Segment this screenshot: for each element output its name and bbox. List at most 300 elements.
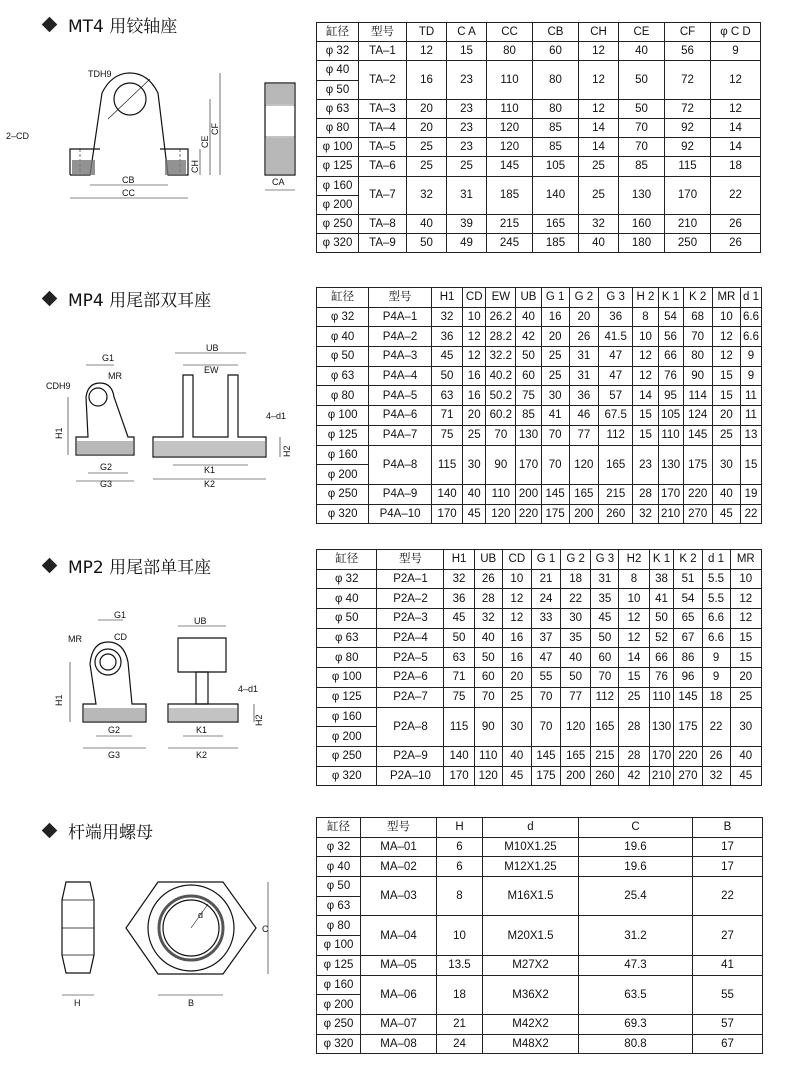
value-cell: 60.2	[486, 406, 516, 426]
value-cell: 25	[447, 157, 487, 176]
value-cell: 8	[633, 307, 658, 327]
value-cell: 9	[702, 668, 730, 688]
value-cell: 19.6	[579, 857, 693, 877]
value-cell: 16	[463, 386, 486, 406]
value-cell: 210	[665, 214, 711, 233]
label-h1: H1	[54, 427, 64, 439]
value-cell: 80.8	[579, 1034, 693, 1054]
value-cell: 40	[561, 648, 591, 668]
value-cell: 71	[431, 406, 462, 426]
value-cell: 71	[444, 668, 474, 688]
value-cell: 10	[730, 569, 761, 589]
value-cell: 130	[619, 176, 665, 214]
column-header: UB	[516, 288, 541, 308]
value-cell: 13	[741, 425, 762, 445]
value-cell: 40	[407, 214, 447, 233]
column-header: CC	[487, 23, 533, 42]
column-header: H 2	[633, 288, 658, 308]
diamond-bullet-icon	[42, 17, 58, 33]
value-cell: 12	[711, 99, 761, 118]
label-ca: CA	[272, 177, 285, 187]
value-cell: M27X2	[483, 955, 579, 975]
value-cell: 16	[502, 628, 531, 648]
bore-cell: φ 160	[317, 445, 369, 465]
value-cell: 175	[531, 766, 560, 786]
bore-cell: φ 250	[317, 214, 359, 233]
column-header: G 2	[561, 550, 591, 570]
model-cell: P2A–6	[377, 668, 444, 688]
value-cell: 70	[619, 138, 665, 157]
label-ew: EW	[204, 365, 219, 375]
value-cell: 25.4	[579, 877, 693, 916]
table-row	[317, 138, 761, 157]
value-cell: 210	[649, 766, 674, 786]
model-cell: MA–07	[361, 1014, 437, 1034]
value-cell: 90	[474, 707, 502, 746]
table-row	[317, 234, 761, 253]
bore-cell: φ 50	[317, 609, 377, 629]
model-cell: P2A–3	[377, 609, 444, 629]
bore-cell: φ 63	[317, 99, 359, 118]
value-cell: 145	[487, 157, 533, 176]
column-header: EW	[486, 288, 516, 308]
value-cell: 270	[674, 766, 702, 786]
label-ch: CH	[190, 160, 200, 173]
label-k2: K2	[196, 750, 208, 760]
bore-cell: φ 80	[317, 648, 377, 668]
model-cell: P2A–7	[377, 687, 444, 707]
label-c: C	[262, 924, 269, 934]
model-cell: P2A–9	[377, 746, 444, 766]
model-cell: MA–05	[361, 955, 437, 975]
value-cell: 20	[730, 668, 761, 688]
column-header: CE	[619, 23, 665, 42]
value-cell: 41	[693, 955, 763, 975]
value-cell: 185	[487, 176, 533, 214]
column-header: C A	[447, 23, 487, 42]
bore-cell: φ 80	[317, 916, 361, 936]
column-header: H1	[444, 550, 474, 570]
value-cell: 40.2	[486, 366, 516, 386]
value-cell: 18	[437, 975, 483, 1014]
diamond-bullet-icon	[42, 291, 58, 307]
value-cell: 18	[711, 157, 761, 176]
value-cell: M20X1.5	[483, 916, 579, 955]
value-cell: 120	[474, 766, 502, 786]
value-cell: 32	[474, 609, 502, 629]
value-cell: 56	[658, 327, 683, 347]
model-cell: P4A–5	[369, 386, 432, 406]
bore-cell: φ 50	[317, 347, 369, 367]
value-cell: 60	[516, 366, 541, 386]
value-cell: 120	[487, 138, 533, 157]
value-cell: 11	[741, 406, 762, 426]
bore-cell: φ 100	[317, 668, 377, 688]
value-cell: 120	[569, 445, 598, 484]
value-cell: 35	[561, 628, 591, 648]
value-cell: 26.2	[486, 307, 516, 327]
value-cell: 85	[619, 157, 665, 176]
value-cell: 63	[431, 386, 462, 406]
value-cell: 85	[516, 406, 541, 426]
value-cell: 50	[516, 347, 541, 367]
label-tdh: TDH9	[88, 69, 112, 79]
value-cell: 65	[674, 609, 702, 629]
model-cell: MA–04	[361, 916, 437, 955]
value-cell: 55	[531, 668, 560, 688]
value-cell: 12	[711, 61, 761, 99]
value-cell: 12	[579, 99, 619, 118]
bore-cell: φ 32	[317, 569, 377, 589]
spec-table-nut	[316, 817, 763, 1054]
value-cell: 35	[591, 589, 619, 609]
value-cell: 8	[437, 877, 483, 916]
bore-cell: φ 40	[317, 589, 377, 609]
value-cell: 250	[665, 234, 711, 253]
value-cell: 67.5	[598, 406, 632, 426]
model-cell: P4A–1	[369, 307, 432, 327]
value-cell: 63.5	[579, 975, 693, 1014]
column-header: d	[483, 818, 579, 838]
value-cell: 26	[569, 327, 598, 347]
value-cell: 13.5	[437, 955, 483, 975]
value-cell: 54	[674, 589, 702, 609]
value-cell: 25	[712, 425, 740, 445]
value-cell: 19.6	[579, 837, 693, 857]
mt4-bracket-drawing	[6, 65, 300, 210]
column-header: G 1	[541, 288, 569, 308]
bore-cell: φ 125	[317, 425, 369, 445]
column-header: CB	[533, 23, 579, 42]
value-cell: 50	[561, 668, 591, 688]
bore-cell: φ 100	[317, 138, 359, 157]
value-cell: 110	[487, 99, 533, 118]
value-cell: 56	[665, 42, 711, 61]
value-cell: 220	[516, 504, 541, 524]
column-header: d 1	[702, 550, 730, 570]
value-cell: 52	[649, 628, 674, 648]
value-cell: 110	[658, 425, 683, 445]
value-cell: 22	[711, 176, 761, 214]
value-cell: 70	[531, 707, 560, 746]
bore-cell: φ 200	[317, 465, 369, 485]
value-cell: 47	[598, 366, 632, 386]
value-cell: 23	[447, 61, 487, 99]
value-cell: 25	[579, 176, 619, 214]
value-cell: 37	[531, 628, 560, 648]
value-cell: 92	[665, 118, 711, 137]
value-cell: 8	[619, 569, 649, 589]
value-cell: 30	[730, 707, 761, 746]
model-cell: P4A–2	[369, 327, 432, 347]
value-cell: 175	[683, 445, 712, 484]
value-cell: 51	[674, 569, 702, 589]
value-cell: 21	[437, 1014, 483, 1034]
bore-cell: φ 160	[317, 176, 359, 195]
label-g3: G3	[100, 479, 113, 489]
value-cell: 26	[711, 214, 761, 233]
table-row	[317, 327, 762, 347]
table-row	[317, 214, 761, 233]
label-cd: 2–CD	[6, 131, 30, 141]
table-row	[317, 766, 762, 786]
value-cell: 66	[649, 648, 674, 668]
column-header: G 3	[598, 288, 632, 308]
value-cell: 12	[502, 609, 531, 629]
value-cell: 120	[561, 707, 591, 746]
value-cell: 50	[431, 366, 462, 386]
value-cell: 170	[665, 176, 711, 214]
value-cell: M12X1.25	[483, 857, 579, 877]
value-cell: 40	[516, 307, 541, 327]
value-cell: 47	[598, 347, 632, 367]
value-cell: 15	[712, 386, 740, 406]
value-cell: 185	[533, 234, 579, 253]
model-cell: P2A–8	[377, 707, 444, 746]
model-cell: P4A–6	[369, 406, 432, 426]
model-cell: P2A–1	[377, 569, 444, 589]
table-row	[317, 877, 763, 897]
model-cell: P4A–7	[369, 425, 432, 445]
bore-cell: φ 250	[317, 1014, 361, 1034]
spec-table-mp4	[316, 287, 762, 524]
value-cell: 20	[407, 118, 447, 137]
label-b: B	[188, 998, 195, 1008]
value-cell: 12	[502, 589, 531, 609]
value-cell: 12	[463, 327, 486, 347]
label-cf: CF	[210, 123, 220, 135]
value-cell: 75	[516, 386, 541, 406]
column-header: 型号	[377, 550, 444, 570]
table-row	[317, 589, 762, 609]
label-h2: H2	[282, 445, 292, 457]
value-cell: 25	[730, 687, 761, 707]
table-row	[317, 628, 762, 648]
value-cell: 170	[431, 504, 462, 524]
value-cell: 15	[619, 668, 649, 688]
value-cell: 75	[431, 425, 462, 445]
value-cell: 140	[444, 746, 474, 766]
value-cell: 30	[712, 445, 740, 484]
value-cell: 32	[407, 176, 447, 214]
value-cell: 39	[447, 214, 487, 233]
value-cell: 42	[619, 766, 649, 786]
value-cell: 175	[674, 707, 702, 746]
header-row	[317, 288, 762, 308]
value-cell: 12	[730, 589, 761, 609]
value-cell: 86	[674, 648, 702, 668]
value-cell: 6.6	[702, 609, 730, 629]
column-header: C	[579, 818, 693, 838]
value-cell: 20	[502, 668, 531, 688]
value-cell: 10	[633, 327, 658, 347]
value-cell: 24	[531, 589, 560, 609]
value-cell: 12	[633, 366, 658, 386]
value-cell: 25	[579, 157, 619, 176]
value-cell: 40	[502, 746, 531, 766]
label-mr: MR	[68, 634, 82, 644]
value-cell: M36X2	[483, 975, 579, 1014]
value-cell: 110	[649, 687, 674, 707]
value-cell: 25	[502, 687, 531, 707]
value-cell: 14	[711, 138, 761, 157]
value-cell: 50.2	[486, 386, 516, 406]
value-cell: M16X1.5	[483, 877, 579, 916]
column-header: CD	[463, 288, 486, 308]
value-cell: 165	[533, 214, 579, 233]
value-cell: 140	[431, 484, 462, 504]
table-row	[317, 504, 762, 524]
value-cell: 36	[598, 307, 632, 327]
value-cell: 21	[531, 569, 560, 589]
value-cell: 32	[633, 504, 658, 524]
model-cell: TA–5	[359, 138, 407, 157]
model-cell: TA–3	[359, 99, 407, 118]
bore-cell: φ 32	[317, 42, 359, 61]
value-cell: 115	[431, 445, 462, 484]
value-cell: 165	[591, 707, 619, 746]
value-cell: 85	[533, 118, 579, 137]
model-cell: TA–2	[359, 61, 407, 99]
label-cb: CB	[122, 175, 135, 185]
model-cell: P4A–9	[369, 484, 432, 504]
value-cell: 165	[569, 484, 598, 504]
table-row	[317, 484, 762, 504]
section-title-nut: 杆端用螺母	[44, 818, 153, 843]
value-cell: 14	[619, 648, 649, 668]
value-cell: 60	[474, 668, 502, 688]
value-cell: 14	[711, 118, 761, 137]
value-cell: M42X2	[483, 1014, 579, 1034]
table-row	[317, 176, 761, 195]
value-cell: 16	[463, 366, 486, 386]
table-row	[317, 61, 761, 80]
table-row	[317, 955, 763, 975]
label-d: d	[198, 910, 204, 920]
section-title-mp4: MP4 用尾部双耳座	[44, 286, 211, 311]
header-row	[317, 818, 763, 838]
column-header: CH	[579, 23, 619, 42]
value-cell: 22	[741, 504, 762, 524]
table-row	[317, 857, 763, 877]
value-cell: 6	[437, 857, 483, 877]
value-cell: 20	[541, 327, 569, 347]
value-cell: 31	[591, 569, 619, 589]
value-cell: 12	[619, 628, 649, 648]
value-cell: 45	[463, 504, 486, 524]
label-cc: CC	[122, 188, 135, 198]
value-cell: 77	[569, 425, 598, 445]
value-cell: 40	[619, 42, 665, 61]
bore-cell: φ 250	[317, 484, 369, 504]
value-cell: 22	[702, 707, 730, 746]
value-cell: 32	[444, 569, 474, 589]
value-cell: 32	[702, 766, 730, 786]
value-cell: 17	[693, 857, 763, 877]
column-header: φ C D	[711, 23, 761, 42]
value-cell: 12	[579, 61, 619, 99]
value-cell: 170	[658, 484, 683, 504]
label-g1: G1	[114, 610, 127, 620]
table-row	[317, 157, 761, 176]
value-cell: 270	[683, 504, 712, 524]
table-row	[317, 916, 763, 936]
bore-cell: φ 40	[317, 327, 369, 347]
value-cell: 26	[702, 746, 730, 766]
value-cell: 40	[730, 746, 761, 766]
bore-cell: φ 50	[317, 80, 359, 99]
value-cell: 6	[437, 837, 483, 857]
value-cell: 57	[598, 386, 632, 406]
value-cell: 76	[649, 668, 674, 688]
bore-cell: φ 320	[317, 1034, 361, 1054]
value-cell: 12	[579, 42, 619, 61]
value-cell: 5.5	[702, 589, 730, 609]
section-title-mt4: MT4 用铰轴座	[44, 12, 177, 37]
value-cell: 30	[541, 386, 569, 406]
column-header: MR	[712, 288, 740, 308]
value-cell: 25	[407, 157, 447, 176]
value-cell: 50	[619, 61, 665, 99]
column-header: G 3	[591, 550, 619, 570]
model-cell: P4A–10	[369, 504, 432, 524]
value-cell: 36	[444, 589, 474, 609]
table-row	[317, 609, 762, 629]
value-cell: 25	[541, 366, 569, 386]
bore-cell: φ 320	[317, 234, 359, 253]
value-cell: 165	[598, 445, 632, 484]
value-cell: 46	[569, 406, 598, 426]
value-cell: 15	[447, 42, 487, 61]
value-cell: 130	[649, 707, 674, 746]
table-row	[317, 648, 762, 668]
model-cell: TA–6	[359, 157, 407, 176]
value-cell: 28	[474, 589, 502, 609]
model-cell: TA–9	[359, 234, 407, 253]
model-cell: MA–01	[361, 837, 437, 857]
model-cell: P4A–4	[369, 366, 432, 386]
table-row	[317, 406, 762, 426]
label-mr: MR	[108, 371, 122, 381]
column-header: K 1	[649, 550, 674, 570]
table-row	[317, 347, 762, 367]
value-cell: 215	[591, 746, 619, 766]
value-cell: 260	[598, 504, 632, 524]
value-cell: 68	[683, 307, 712, 327]
value-cell: 32.2	[486, 347, 516, 367]
value-cell: 75	[444, 687, 474, 707]
table-row	[317, 746, 762, 766]
value-cell: 9	[741, 347, 762, 367]
value-cell: 25	[463, 425, 486, 445]
value-cell: 25	[407, 138, 447, 157]
value-cell: 145	[683, 425, 712, 445]
table-row	[317, 975, 763, 995]
value-cell: 22	[561, 589, 591, 609]
value-cell: 170	[444, 766, 474, 786]
label-ub: UB	[206, 343, 219, 353]
value-cell: 130	[658, 445, 683, 484]
value-cell: 24	[437, 1034, 483, 1054]
header-row	[317, 23, 761, 42]
column-header: G 2	[569, 288, 598, 308]
value-cell: 28.2	[486, 327, 516, 347]
value-cell: 215	[487, 214, 533, 233]
value-cell: 45	[591, 609, 619, 629]
bore-cell: φ 125	[317, 157, 359, 176]
value-cell: 22	[693, 877, 763, 916]
table-row	[317, 366, 762, 386]
